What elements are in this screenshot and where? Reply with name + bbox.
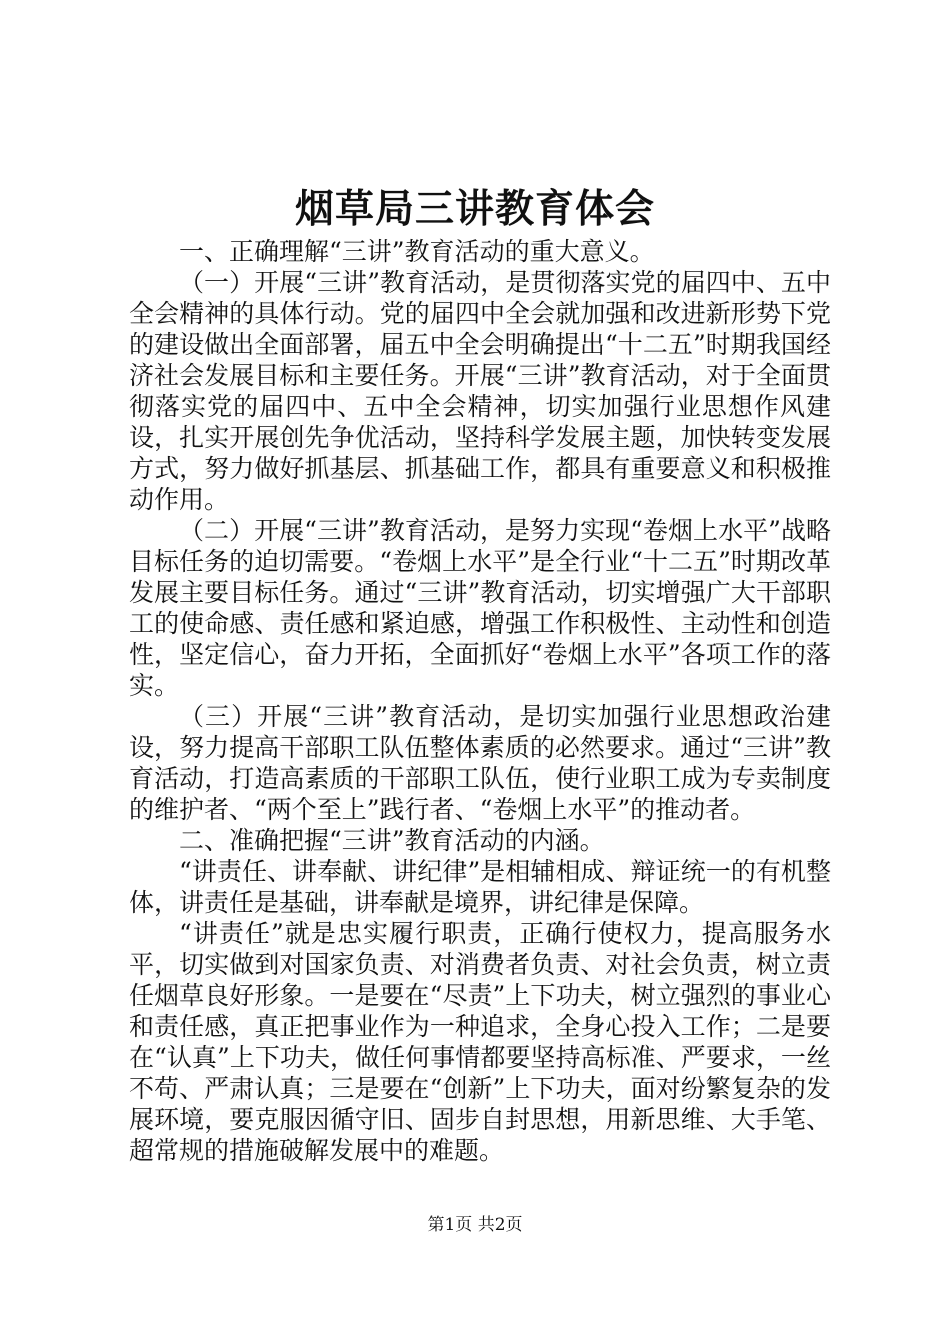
document-body xyxy=(129,236,831,1166)
section-heading-2: 二、准确把握“三讲”教育活动的内涵。 xyxy=(179,826,605,855)
paragraph-5: “讲责任”就是忠实履行职责，正确行使权力，提高服务水平，切实做到对国家负责、对消费者负责、对社会负责，树立责任烟草良好形象。一是要在“尽责”上下功夫，树立强烈的事业心和责任感，真正把事业作为一种追求，全身心投入工作；二是要在“认真”上下功夫，做任何事情都要坚持高标准、严要求，一丝不苟、严肃认真；三是要在“创新”上下功夫，面对纷繁复杂的发展环境，要克服因循守旧、固步自封思想，用新思维、大手笔、超常规的措施破解发展中的难题。 xyxy=(129,919,831,1165)
section-heading-1: 一、正确理解“三讲”教育活动的重大意义。 xyxy=(179,237,655,266)
paragraph-4: “讲责任、讲奉献、讲纪律”是相辅相成、辩证统一的有机整体，讲责任是基础，讲奉献是境界，讲纪律是保障。 xyxy=(129,857,831,917)
paragraph-3: （三）开展“三讲”教育活动，是切实加强行业思想政治建设，努力提高干部职工队伍整体素质的必然要求。通过“三讲”教育活动，打造高素质的干部职工队伍，使行业职工成为专卖制度的维护者、“两个至上”践行者、“卷烟上水平”的推动者。 xyxy=(129,702,831,824)
page-indicator: 第1页 共2页 xyxy=(427,1215,523,1235)
document-title: 烟草局三讲教育体会 xyxy=(294,186,655,232)
paragraph-1: （一）开展“三讲”教育活动，是贯彻落实党的届四中、五中全会精神的具体行动。党的届四中全会就加强和改进新形势下党的建设做出全面部署，届五中全会明确提出“十二五”时期我国经济社会发展目标和主要任务。开展“三讲”教育活动，对于全面贯彻落实党的届四中、五中全会精神，切实加强行业思想作风建设，扎实开展创先争优活动，坚持科学发展主题，加快转变发展方式，努力做好抓基层、抓基础工作，都具有重要意义和积极推动作用。 xyxy=(129,268,831,514)
paragraph-2: （二）开展“三讲”教育活动，是努力实现“卷烟上水平”战略目标任务的迫切需要。“卷烟上水平”是全行业“十二五”时期改革发展主要目标任务。通过“三讲”教育活动，切实增强广大干部职工的使命感、责任感和紧迫感，增强工作积极性、主动性和创造性，坚定信心，奋力开拓，全面抓好“卷烟上水平”各项工作的落实。 xyxy=(129,516,831,700)
